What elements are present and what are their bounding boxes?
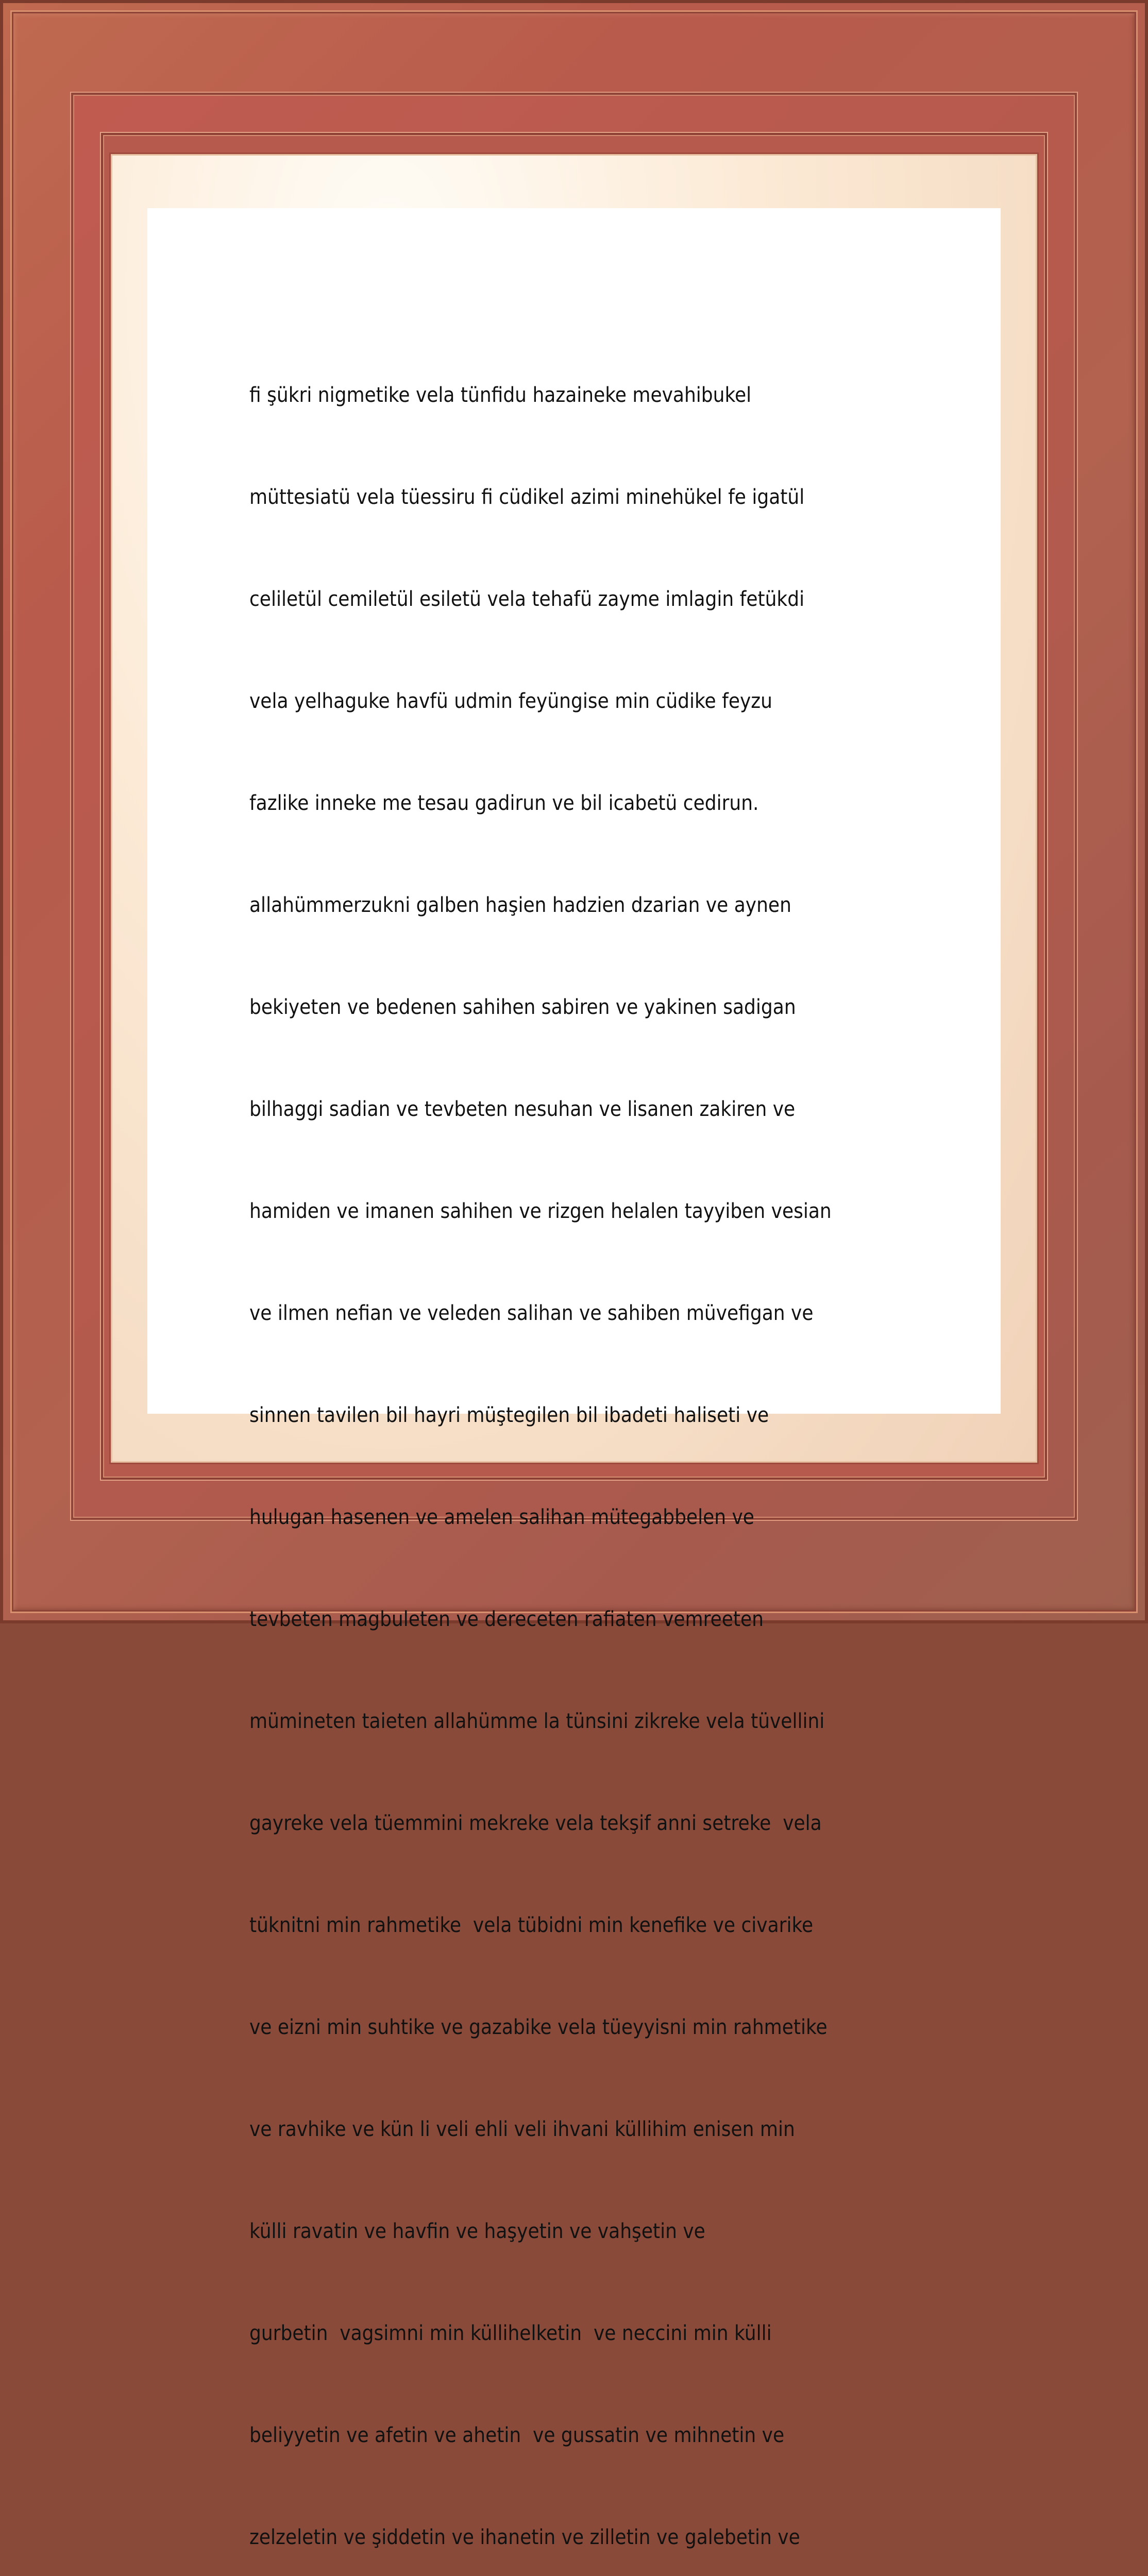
text-line: ve eizni min suhtike ve gazabike vela tüeyyisni min rahmetike	[249, 2015, 828, 2039]
text-line: beliyyetin ve afetin ve ahetin ve gussatin ve mihnetin ve	[249, 2424, 785, 2447]
text-line: fi şükri nigmetike vela tünfidu hazaineke mevahibukel	[249, 383, 752, 407]
text-line: mümineten taieten allahümme la tünsini zikreke vela tüvellini	[249, 1709, 825, 1733]
text-line: bekiyeten ve bedenen sahihen sabiren ve yakinen sadigan	[249, 995, 796, 1019]
text-line: fazlike inneke me tesau gadirun ve bil icabetü cedirun.	[249, 791, 759, 815]
text-line: tüknitni min rahmetike vela tübidni min kenefike ve civarike	[249, 1913, 814, 1937]
text-line: müttesiatü vela tüessiru fi cüdikel azimi minehükel fe igatül	[249, 485, 805, 509]
text-line: tevbeten magbuleten ve dereceten rafiaten vemreeten	[249, 1607, 764, 1631]
text-line: ve ravhike ve kün li veli ehli veli ihvani küllihim enisen min	[249, 2117, 795, 2141]
text-line: gurbetin vagsimni min küllihelketin ve neccini min külli	[249, 2321, 772, 2345]
text-line: vela yelhaguke havfü udmin feyüngise min cüdike feyzu	[249, 689, 772, 713]
text-line: hulugan hasenen ve amelen salihan mütegabbelen ve	[249, 1505, 754, 1529]
text-line: bilhaggi sadian ve tevbeten nesuhan ve lisanen zakiren ve	[249, 1097, 796, 1121]
text-line: ve ilmen nefian ve veleden salihan ve sahiben müvefigan ve	[249, 1301, 814, 1325]
text-line: zelzeletin ve şiddetin ve ihanetin ve zilletin ve galebetin ve	[249, 2526, 800, 2549]
text-line: celiletül cemiletül esiletü vela tehafü zayme imlagin fetükdi	[249, 587, 805, 611]
document-text-body	[249, 310, 852, 2576]
text-line: allahümmerzukni galben haşien hadzien dzarian ve aynen	[249, 893, 791, 917]
text-line: sinnen tavilen bil hayri müştegilen bil ibadeti haliseti ve	[249, 1403, 769, 1427]
text-line: gayreke vela tüemmini mekreke vela tekşif anni setreke vela	[249, 1811, 822, 1835]
text-line: hamiden ve imanen sahihen ve rizgen helalen tayyiben vesian	[249, 1199, 832, 1223]
text-line: külli ravatin ve havfin ve haşyetin ve vahşetin ve	[249, 2219, 705, 2243]
